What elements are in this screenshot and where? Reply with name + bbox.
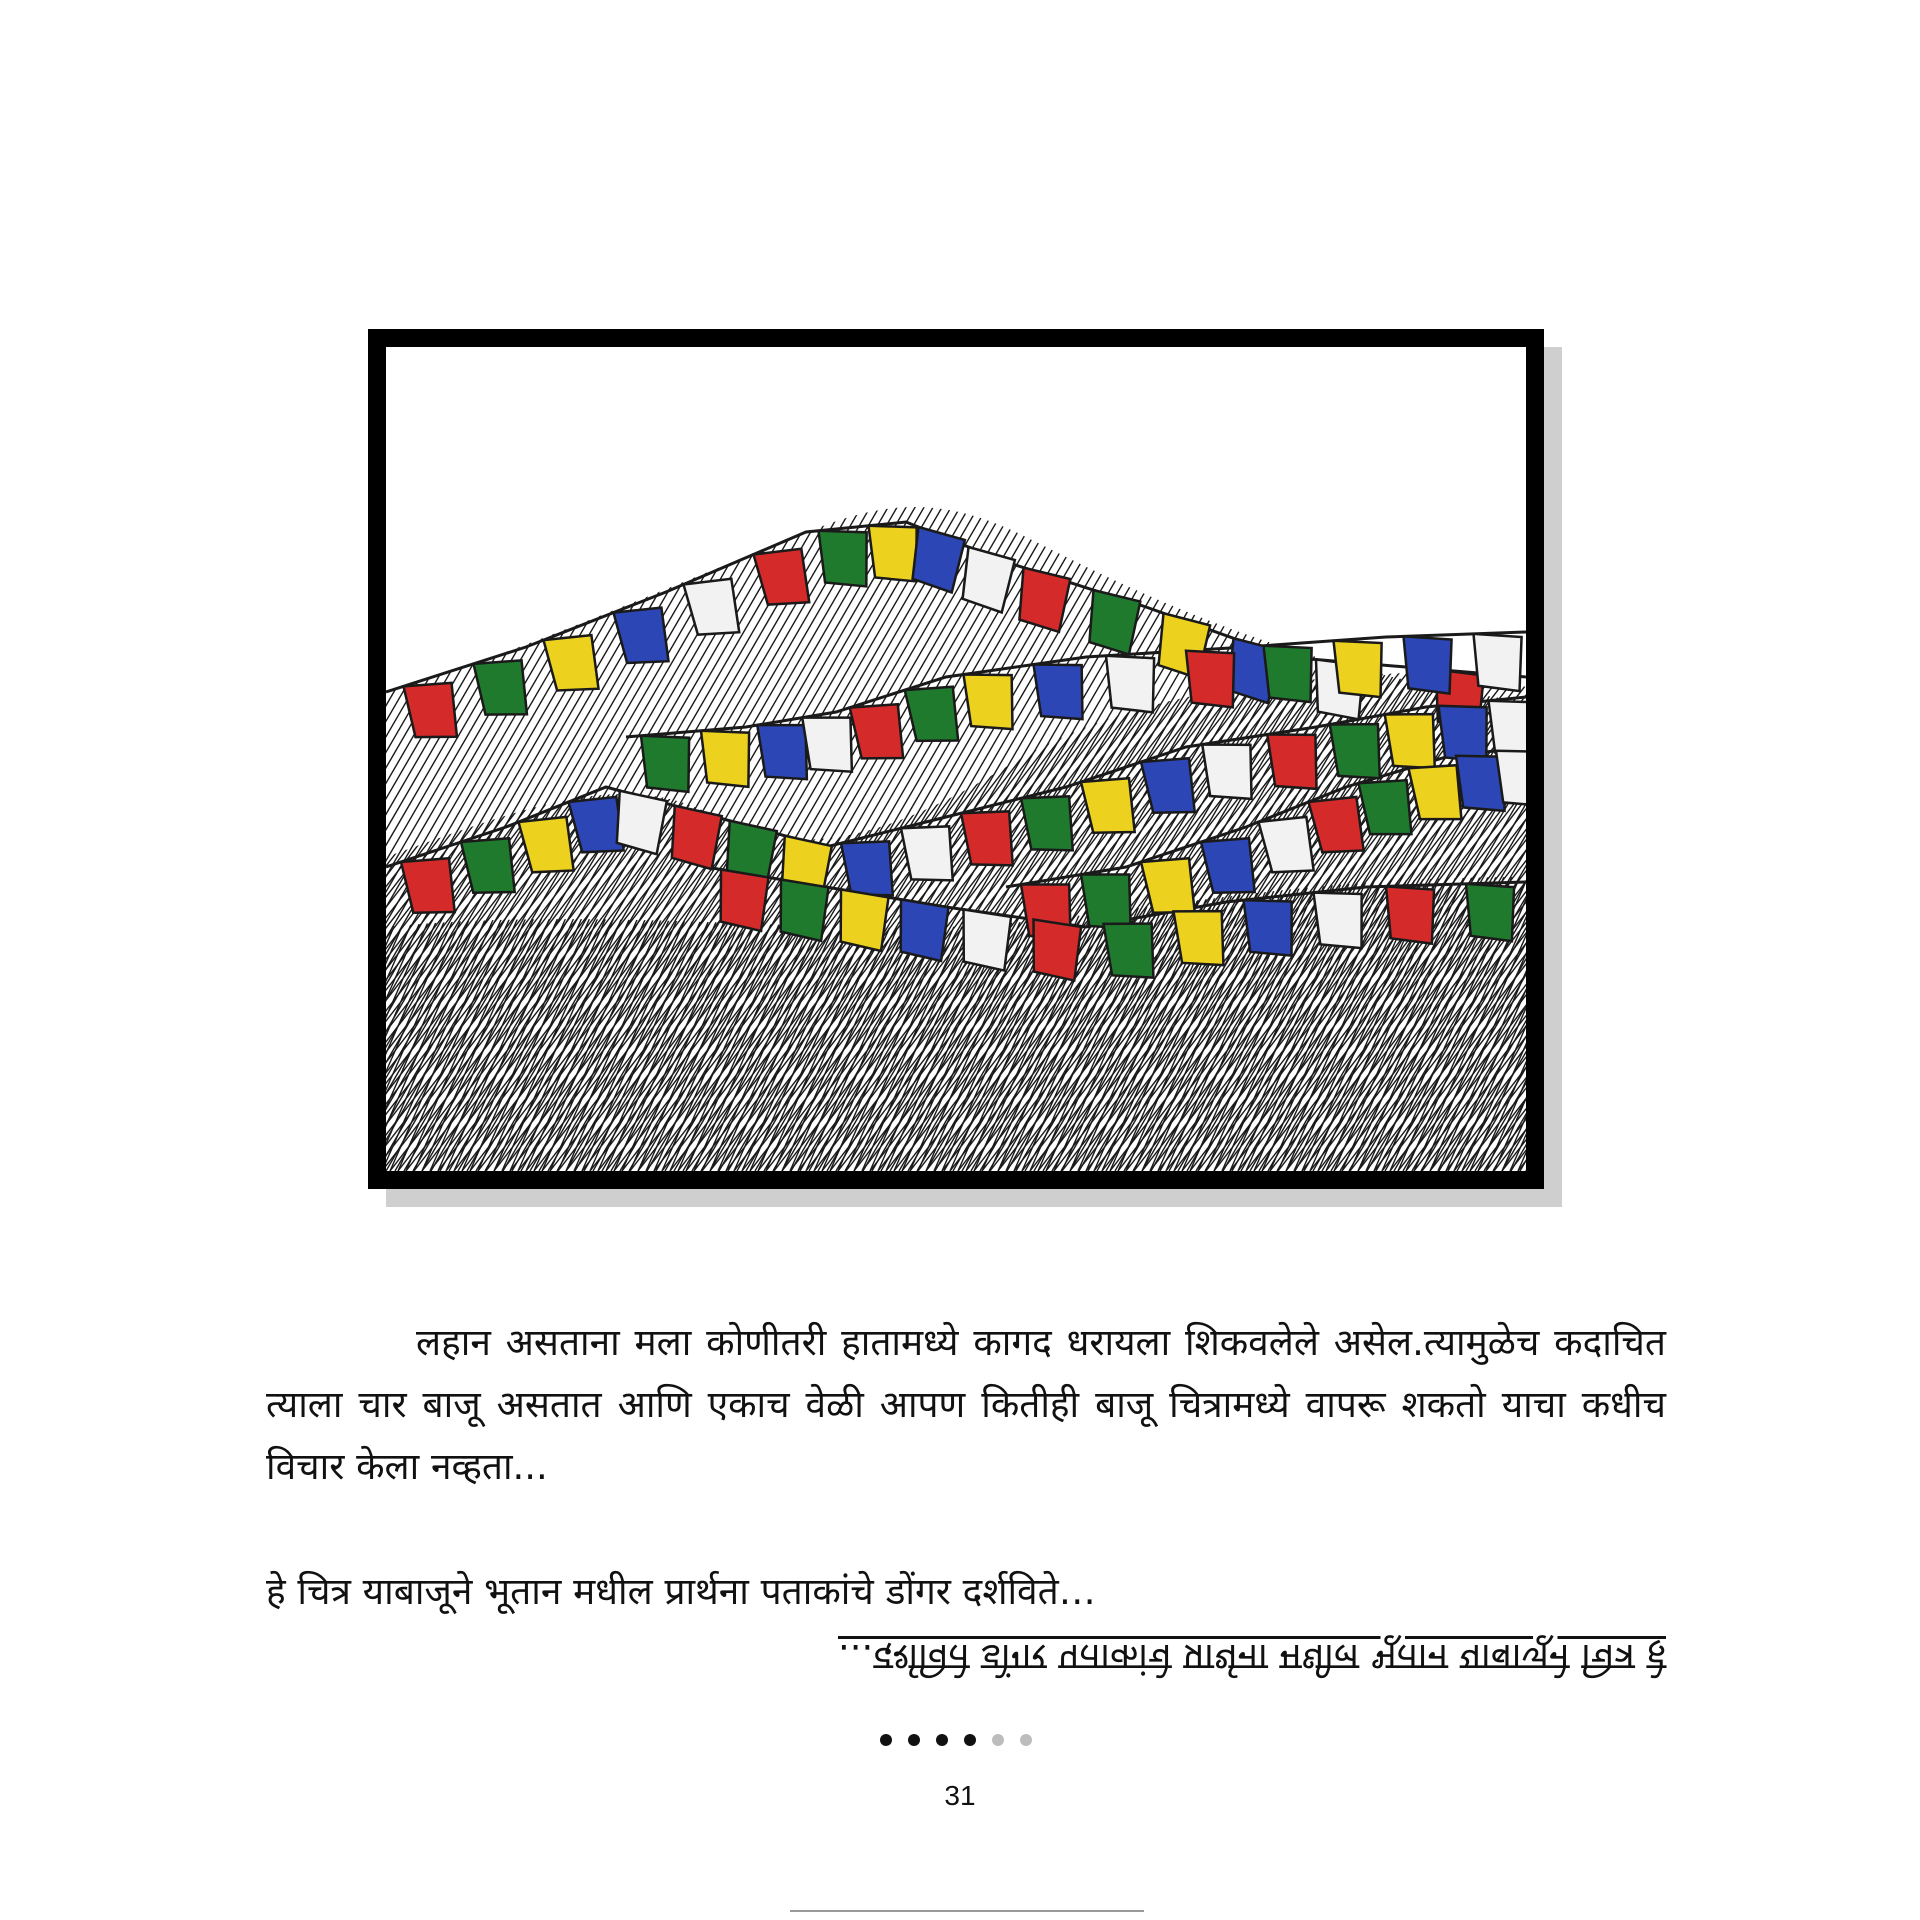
prayer-flag xyxy=(461,834,518,899)
hatch-line xyxy=(386,447,478,1171)
prayer-flag xyxy=(819,528,870,588)
hatch-line xyxy=(386,447,430,1171)
prayer-flag xyxy=(701,729,751,789)
pagination-dot-4 xyxy=(964,1734,976,1746)
prayer-flag xyxy=(1104,920,1157,982)
prayer-flag xyxy=(896,900,949,962)
hatch-line xyxy=(458,447,878,1171)
prayer-flag xyxy=(1021,792,1076,855)
prayer-flag xyxy=(959,910,1011,971)
prayer-flag xyxy=(641,734,691,794)
paragraph-2: हे चित्र याबाजूने भूतान मधील प्रार्थना पताकांचे डोंगर दर्शविते… xyxy=(266,1570,1096,1613)
pagination-dot-2 xyxy=(908,1734,920,1746)
prayer-flag xyxy=(1466,883,1515,942)
hatch-line xyxy=(386,447,398,1171)
prayer-flag xyxy=(776,880,829,942)
prayer-flag xyxy=(1015,568,1071,633)
prayer-flag xyxy=(1264,644,1314,704)
prayer-flag xyxy=(1081,774,1138,839)
hatch-line xyxy=(386,447,486,1171)
prayer-flag xyxy=(754,545,813,611)
prayer-flag xyxy=(1244,898,1295,958)
mirrored-text-line: ...दर्शविते डोंगर पताकांचे प्रार्थना मधील भूतान याबाजूने चित्र हे xyxy=(837,1636,1666,1679)
prayer-flag xyxy=(614,604,672,670)
prayer-flag xyxy=(905,683,961,748)
page-number: 31 xyxy=(944,1780,976,1811)
prayer-flag xyxy=(404,679,460,744)
prayer-flag xyxy=(757,721,810,783)
prayer-flag xyxy=(1334,639,1384,699)
prayer-flag xyxy=(958,547,1016,613)
prayer-flag xyxy=(1186,649,1236,708)
prayer-flag xyxy=(1202,741,1254,802)
prayer-flag xyxy=(1314,890,1365,950)
prayer-flag xyxy=(1439,703,1490,763)
prayer-flag xyxy=(869,523,920,583)
prayer-flag xyxy=(1309,793,1367,859)
prayer-flag xyxy=(1106,654,1156,713)
prayer-flag xyxy=(901,822,956,885)
footer-rule xyxy=(790,1910,1144,1912)
pagination-dot-6 xyxy=(1020,1734,1032,1746)
pagination-dot-3 xyxy=(936,1734,948,1746)
prayer-flag xyxy=(850,700,906,765)
prayer-flag xyxy=(1474,633,1523,692)
pagination-dot-1 xyxy=(880,1734,892,1746)
pagination-dots xyxy=(880,1734,1032,1746)
prayer-flag xyxy=(1029,920,1081,981)
paragraph-1: लहान असताना मला कोणीतरी हातामध्ये कागद धरायला शिकवलेले असेल.त्यामुळेच कदाचित त्याला चार बाजू असतात आणि एकाच वेळी आपण कितीही बाजू चित्रामध्ये वापरू शकतो याचा कधीच विचार केला नव्हता... xyxy=(266,1321,1666,1488)
prayer-flag xyxy=(1034,661,1086,722)
prayer-flag xyxy=(716,870,769,932)
illustration-frame xyxy=(368,329,1544,1189)
prayer-flag xyxy=(612,791,667,855)
prayer-flag xyxy=(1259,813,1317,879)
prayer-flag xyxy=(1489,698,1527,758)
hatch-line xyxy=(386,447,398,1171)
hatch-line xyxy=(386,447,486,1171)
prayer-flag-hills-illustration xyxy=(386,347,1526,1171)
prayer-flag xyxy=(961,807,1016,870)
prayer-flags xyxy=(401,523,1526,981)
prayer-flag xyxy=(1385,710,1438,772)
prayer-flag xyxy=(1386,886,1435,945)
prayer-flag xyxy=(544,631,602,697)
prayer-flag xyxy=(1330,720,1383,782)
prayer-flag xyxy=(964,671,1016,732)
hatch-line xyxy=(386,447,455,1171)
prayer-flag xyxy=(667,806,722,870)
prayer-flag xyxy=(684,575,743,641)
hatch-line xyxy=(386,447,430,1171)
prayer-flag xyxy=(836,890,889,952)
prayer-flag xyxy=(401,854,458,919)
prayer-flag xyxy=(1174,907,1227,969)
prayer-flag xyxy=(1404,636,1453,695)
prayer-flag xyxy=(1267,731,1319,792)
hatch-line xyxy=(386,447,478,1171)
pagination-dot-5 xyxy=(992,1734,1004,1746)
prayer-flag xyxy=(1201,834,1258,899)
prayer-flag xyxy=(802,714,855,776)
